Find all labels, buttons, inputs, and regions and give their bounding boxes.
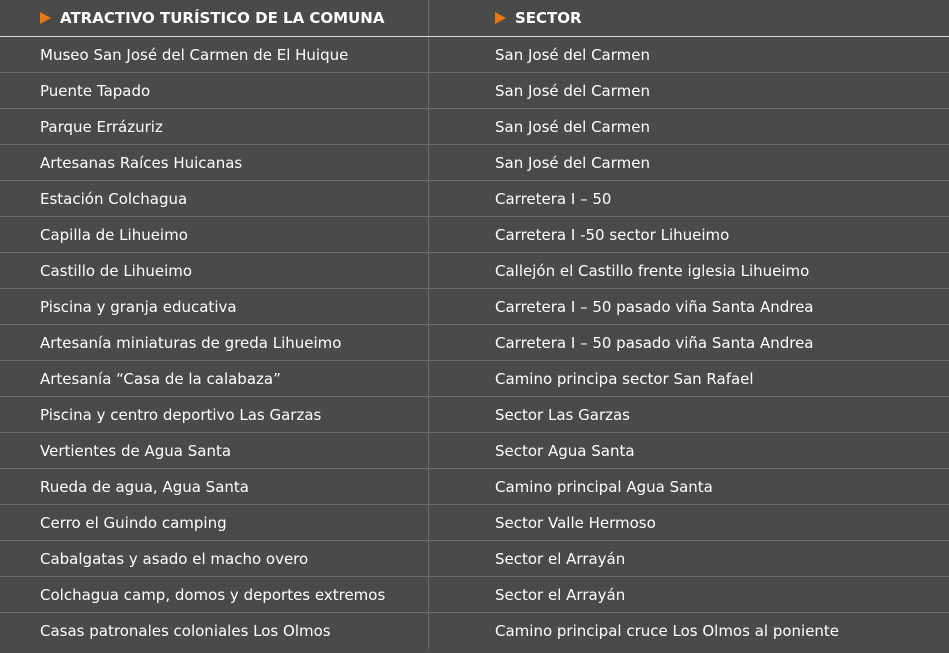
table-row — [0, 325, 949, 361]
table-row — [0, 613, 949, 649]
cell-sector: Sector Agua Santa — [495, 441, 635, 460]
cell-attraction: Parque Errázuriz — [0, 109, 429, 144]
table-row — [0, 361, 949, 397]
cell-attraction: Museo San José del Carmen de El Huique — [0, 37, 429, 72]
cell-sector: Camino principa sector San Rafael — [495, 369, 754, 388]
table-row — [0, 145, 949, 181]
cell-sector: Carretera I – 50 pasado viña Santa Andrea — [495, 297, 814, 316]
cell-attraction: Artesanía miniaturas de greda Lihueimo — [0, 325, 429, 360]
table-row — [0, 289, 949, 325]
header-cell-sector[interactable] — [429, 0, 949, 36]
table-row — [0, 505, 949, 541]
cell-sector: Camino principal cruce Los Olmos al poniente — [495, 622, 840, 640]
cell-sector: Sector el Arrayán — [495, 585, 626, 604]
table-row — [0, 541, 949, 577]
cell-attraction: Cerro el Guindo camping — [0, 505, 429, 540]
cell-sector: Sector Las Garzas — [495, 405, 630, 424]
cell-attraction: Casas patronales coloniales Los Olmos — [0, 613, 429, 649]
table-row — [0, 469, 949, 505]
cell-attraction: Vertientes de Agua Santa — [0, 433, 429, 468]
arrow-right-icon — [495, 12, 506, 24]
cell-attraction: Castillo de Lihueimo — [0, 253, 429, 288]
table-body — [0, 37, 949, 649]
cell-attraction: Artesanas Raíces Huicanas — [0, 145, 429, 180]
table-row — [0, 37, 949, 73]
cell-attraction: Puente Tapado — [0, 73, 429, 108]
table-row — [0, 73, 949, 109]
table-header — [0, 0, 949, 37]
cell-sector: San José del Carmen — [495, 153, 651, 172]
cell-attraction: Capilla de Lihueimo — [0, 217, 429, 252]
cell-attraction: Rueda de agua, Agua Santa — [0, 469, 429, 504]
cell-sector: San José del Carmen — [495, 81, 651, 100]
cell-sector: Carretera I – 50 — [495, 189, 612, 208]
table-row — [0, 253, 949, 289]
cell-attraction: Artesanía “Casa de la calabaza” — [0, 361, 429, 396]
cell-attraction: Cabalgatas y asado el macho overo — [0, 541, 429, 576]
arrow-right-icon — [40, 12, 51, 24]
cell-attraction: Colchagua camp, domos y deportes extremos — [0, 577, 429, 612]
header-cell-attraction[interactable] — [0, 0, 429, 36]
cell-sector: San José del Carmen — [495, 45, 651, 64]
cell-sector: Sector Valle Hermoso — [495, 513, 656, 532]
cell-attraction: Estación Colchagua — [0, 181, 429, 216]
header-label-sector: SECTOR — [515, 9, 582, 27]
cell-sector: Carretera I – 50 pasado viña Santa Andrea — [495, 333, 814, 352]
cell-sector: Sector el Arrayán — [495, 549, 626, 568]
table-row — [0, 433, 949, 469]
cell-sector: San José del Carmen — [495, 117, 651, 136]
cell-sector: Carretera I -50 sector Lihueimo — [495, 225, 730, 244]
table-row — [0, 217, 949, 253]
header-label-attraction: ATRACTIVO TURÍSTICO DE LA COMUNA — [60, 9, 385, 27]
cell-sector: Camino principal Agua Santa — [495, 477, 713, 496]
cell-sector: Callejón el Castillo frente iglesia Lihueimo — [495, 261, 810, 280]
table-row — [0, 577, 949, 613]
table-row — [0, 397, 949, 433]
cell-attraction: Piscina y granja educativa — [0, 289, 429, 324]
cell-attraction: Piscina y centro deportivo Las Garzas — [0, 397, 429, 432]
table-row — [0, 109, 949, 145]
table-row — [0, 181, 949, 217]
